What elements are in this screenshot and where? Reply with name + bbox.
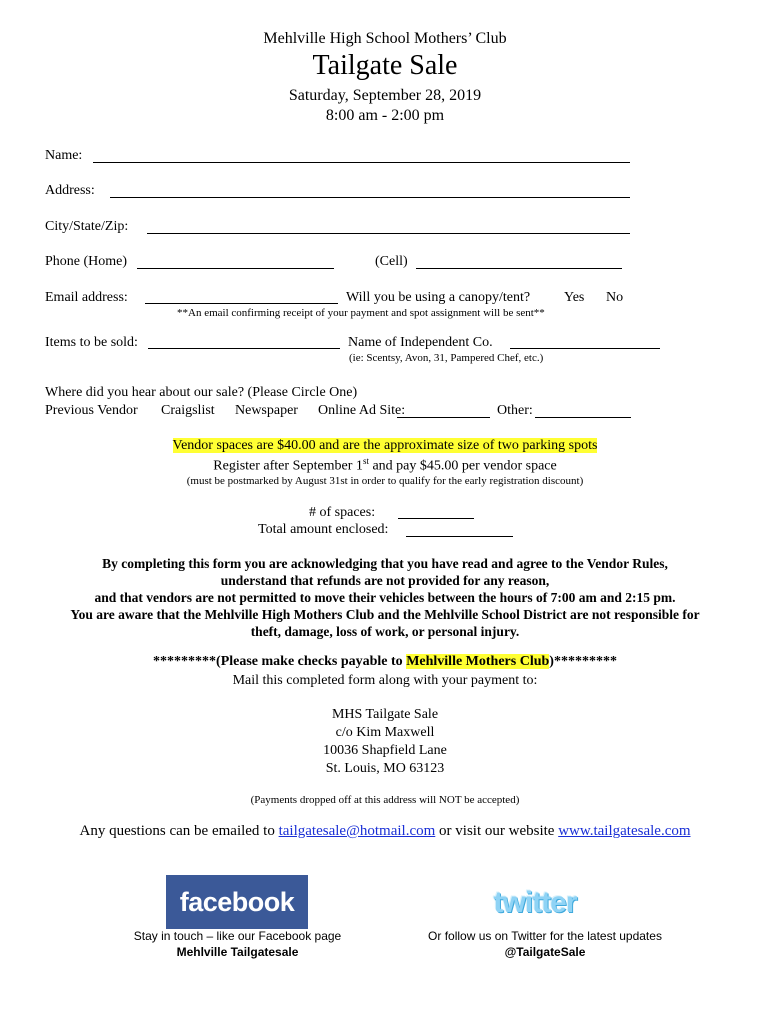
contact-email-link[interactable]: tailgatesale@hotmail.com — [278, 823, 436, 839]
mail-address-line-4: St. Louis, MO 63123 — [325, 761, 445, 776]
contact-line — [0, 823, 770, 840]
mail-address-line-2: c/o Kim Maxwell — [335, 725, 435, 740]
website-link[interactable]: www.tailgatesale.com — [558, 823, 691, 839]
postmark-note: (must be postmarked by August 31st in order to qualify for the early registration discount) — [186, 475, 584, 487]
rules-line-3: and that vendors are not permitted to move their vehicles between the hours of 7:00 am and 2:15 pm. — [94, 590, 676, 605]
rules-line-1: By completing this form you are acknowledging that you have read and agree to the Vendor Rules, — [102, 556, 668, 571]
other-field[interactable] — [535, 417, 631, 418]
mail-address-line-3: 10036 Shapfield Lane — [323, 743, 447, 758]
club-name: Mehlville High School Mothers’ Club — [263, 30, 507, 47]
checks-suffix: )********* — [549, 654, 617, 669]
contact-middle: or visit our website — [435, 823, 559, 839]
mail-address-line-1: MHS Tailgate Sale — [331, 707, 439, 722]
checks-prefix: *********(Please make checks payable to — [153, 654, 407, 669]
source-other[interactable]: Other: — [497, 403, 533, 418]
twitter-handle[interactable]: @TailgateSale — [504, 945, 586, 959]
page-title: Tailgate Sale — [312, 50, 458, 81]
independent-co-label: Name of Independent Co. — [348, 335, 493, 350]
register-suffix: and pay $45.00 per vendor space — [368, 458, 557, 474]
email-label: Email address: — [45, 290, 128, 305]
source-newspaper[interactable]: Newspaper — [235, 403, 298, 418]
facebook-page-name[interactable]: Mehlville Tailgatesale — [176, 945, 299, 959]
event-time: 8:00 am - 2:00 pm — [325, 107, 445, 124]
source-previous-vendor[interactable]: Previous Vendor — [45, 403, 138, 418]
total-field[interactable] — [406, 536, 513, 537]
checks-payee: Mehlville Mothers Club — [406, 654, 550, 669]
independent-co-field[interactable] — [510, 348, 660, 349]
name-field[interactable] — [93, 162, 630, 163]
twitter-logo[interactable]: twitter — [493, 886, 577, 919]
contact-prefix: Any questions can be emailed to — [79, 823, 279, 839]
facebook-logo[interactable]: facebook — [166, 875, 308, 929]
rules-line-5: theft, damage, loss of work, or personal injury. — [250, 624, 520, 639]
online-ad-field[interactable] — [397, 417, 490, 418]
email-field[interactable] — [145, 303, 338, 304]
source-online-ad[interactable]: Online Ad Site: — [318, 403, 406, 418]
canopy-question: Will you be using a canopy/tent? — [346, 290, 531, 305]
source-craigslist[interactable]: Craigslist — [161, 403, 215, 418]
spaces-label: # of spaces: — [309, 505, 376, 520]
address-field[interactable] — [110, 197, 630, 198]
items-label: Items to be sold: — [45, 335, 138, 350]
register-sup: st — [362, 456, 369, 466]
spaces-field[interactable] — [398, 518, 474, 519]
city-state-zip-field[interactable] — [147, 233, 630, 234]
address-label: Address: — [45, 183, 95, 198]
email-note: **An email confirming receipt of your payment and spot assignment will be sent** — [177, 307, 545, 319]
phone-home-label: Phone (Home) — [45, 254, 128, 269]
canopy-yes-option[interactable]: Yes — [564, 290, 585, 305]
phone-home-field[interactable] — [137, 268, 334, 269]
hear-question: Where did you hear about our sale? (Please Circle One) — [45, 385, 358, 400]
twitter-caption: Or follow us on Twitter for the latest updates — [428, 929, 662, 943]
dropoff-note: (Payments dropped off at this address will NOT be accepted) — [250, 794, 520, 806]
city-state-zip-label: City/State/Zip: — [45, 219, 129, 234]
independent-co-note: (ie: Scentsy, Avon, 31, Pampered Chef, etc.) — [349, 352, 544, 364]
items-field[interactable] — [148, 348, 340, 349]
mail-instruction: Mail this completed form along with your payment to: — [232, 673, 538, 688]
vendor-spaces-line — [0, 438, 770, 454]
phone-cell-label: (Cell) — [375, 254, 408, 269]
register-prefix: Register after September 1 — [213, 458, 363, 474]
total-label: Total amount enclosed: — [258, 522, 389, 537]
name-label: Name: — [45, 148, 83, 163]
canopy-no-option[interactable]: No — [606, 290, 624, 305]
event-date: Saturday, September 28, 2019 — [288, 87, 482, 104]
phone-cell-field[interactable] — [416, 268, 622, 269]
rules-line-2: understand that refunds are not provided for any reason, — [220, 573, 550, 588]
vendor-spaces-highlight: Vendor spaces are $40.00 and are the approximate size of two parking spots — [172, 438, 598, 453]
register-line — [0, 456, 770, 475]
rules-line-4: You are aware that the Mehlville High Mothers Club and the Mehlville School District are not responsible for — [70, 607, 700, 622]
checks-payable-line — [0, 654, 770, 670]
facebook-caption: Stay in touch – like our Facebook page — [133, 929, 342, 943]
